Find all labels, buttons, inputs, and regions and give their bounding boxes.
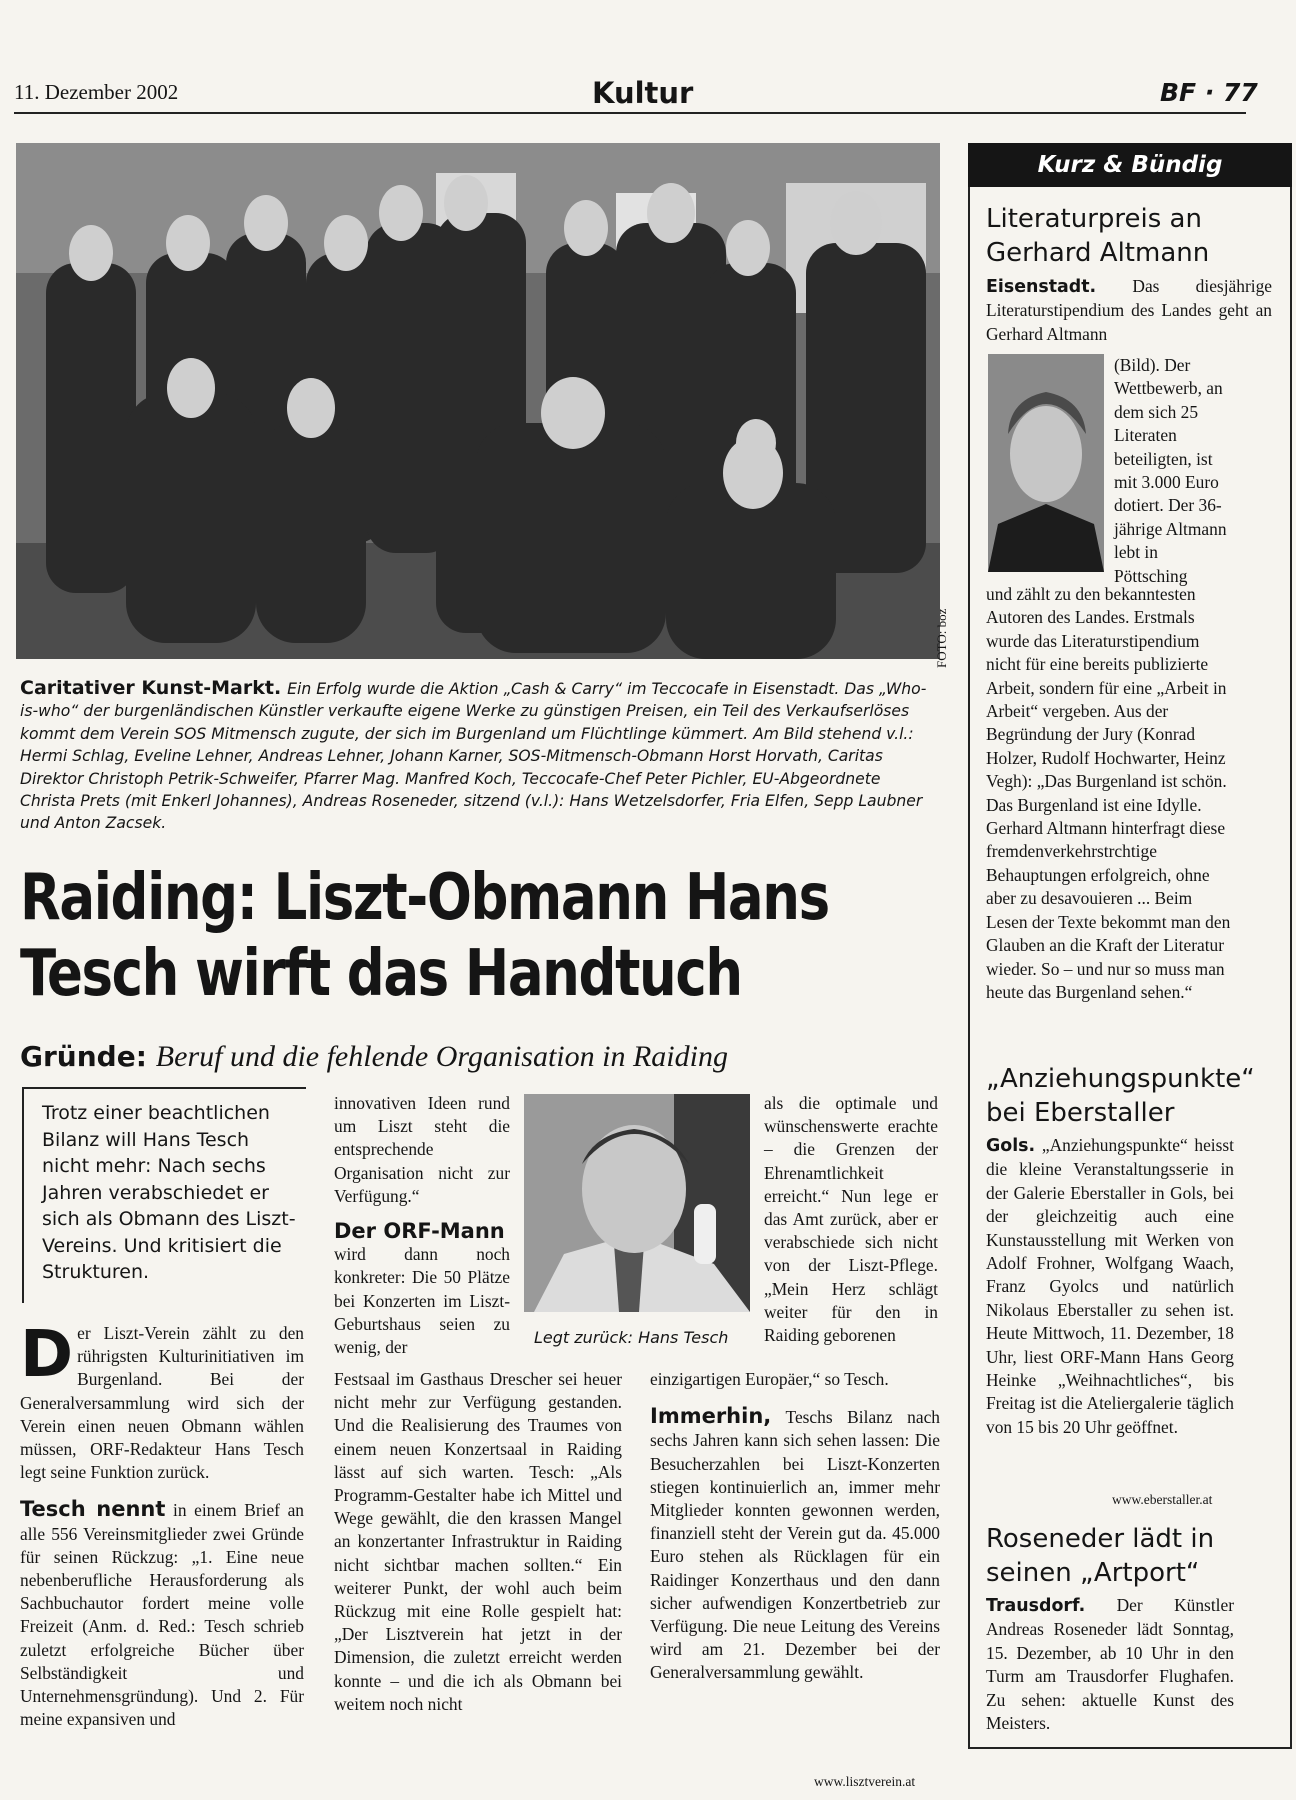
sidebar-item1-lead: Eisenstadt. [986,277,1097,297]
photo-credit: FOTO: boz [934,608,949,668]
sidebar-item3-text: Der Künstler Andreas Roseneder lädt Sonntag, 15. Dezember, ab 10 Uhr in den Turm am Trausdorfer Flughafen. Zu sehen: aktuelle Kunst des Meisters. [986,1595,1234,1734]
sidebar-header: Kurz & Bündig [968,143,1292,187]
subheadline-text: Beruf und die fehlende Organisation in Raiding [155,1040,728,1073]
sidebar-item1-intro [986,275,1272,346]
col2-subheading: Der ORF-Mann [334,1219,505,1244]
headline [20,860,876,1012]
sidebar-item1-title: Literaturpreis an Gerhard Altmann [986,204,1210,268]
article-column-2 [334,1092,510,1359]
article-column-1 [20,1318,304,1731]
group-photo [16,143,940,659]
sidebar-item1-text-b: (Bild). Der Wettbewerb, an dem sich 25 Literaten beteiligten, ist mit 3.000 Euro dotiert. Der 36-jährige Altmann lebt in Pöttsching [1114,355,1227,586]
sidebar-item2-url: www.eberstaller.at [1112,1492,1213,1507]
article-column-2-lower [334,1368,622,1716]
portrait-caption: Legt zurück: Hans Tesch [534,1328,729,1347]
sidebar-item1-text-c: und zählt zu den bekanntesten Autoren des Landes. Erstmals wurde das Literaturstipendium nicht für eine bereits publizierte Arbeit, sondern für eine „Arbeit in Arbeit“ vergeben. Aus der Begründung der Jury (Konrad Holzer, Rudolf Hochwarter, Heinz Vegh): „Das Burgenland ist schön. Das Burgenland ist eine Idylle. Gerhard Altmann hinterfragt diese fremdenverkehrstrchtige Behauptungen erfolgreich, ohne aber zu desavouieren ... Beim Lesen der Texte bekommt man den Glauben an die Kraft der Literatur wieder. So – und nur so muss man heute das Burgenland sehen.“ [986,584,1231,1002]
col3-paragraph-3: Teschs Bilanz nach sechs Jahren kann sich sehen lassen: Die Besucherzahlen bei Liszt-Konzerten stiegen kontinuierlich an, immer mehr Mitglieder konnten gewonnen werden, finanziell steht der Verein gut da. 45.000 Euro stehen als Rücklagen für ein Raidinger Konzerthaus und den dann sicher aufwendigen Konzertbetrieb zur Verfügung. Die neue Leitung des Vereins wird am 21. Dezember bei der Generalversammlung gewählt. [650,1407,940,1683]
photo-caption [20,677,940,835]
col3-paragraph-2: einzigartigen Europäer,“ so Tesch. [650,1369,889,1389]
dropcap: D [20,1318,74,1392]
sidebar-item1-text-a: Das diesjährige Literaturstipendium des Landes geht an Gerhard Altmann [986,276,1272,344]
caption-lead: Caritativer Kunst-Markt. [20,677,282,699]
headline-line-1: Raiding: Liszt-Obmann Hans [20,861,829,935]
col2-paragraph-1: innovativen Ideen rund um Liszt steht die entsprechende Organisation nicht zur Verfügung.“ [334,1093,510,1206]
headline-line-2: Tesch wirft das Handtuch [20,937,742,1011]
sidebar-item2-title: „Anziehungspunkte“ bei Eberstaller [986,1064,1255,1128]
sidebar-item3-body [986,1594,1234,1735]
intro-text: Trotz einer beachtlichen Bilanz will Hans Tesch nicht mehr: Nach sechs Jahren verabschiedet er sich als Obmann des Liszt-Vereins. Und kritisiert die Strukturen. [42,1102,296,1283]
header-rule [14,112,1246,114]
article-column-3-lower [650,1368,940,1685]
col2-paragraph-3: Festsaal im Gasthaus Drescher sei heuer nicht mehr zur Verfügung gestanden. Und die Realisierung des Traumes von einem neuen Konzertsaal in Raiding lässt auf sich warten. Tesch: „Als Programm-Gestalter habe ich Mittel und Wege gewählt, die den krassen Mangel an konzertanter Infrastruktur in Raiding nicht sichtbar machen sollten.“ Ein weiterer Punkt, der wohl auch beim Rückzug mit eine Rolle gespielt hat: „Der Lisztverein hat jetzt in der Dimension, die zuletzt erreicht werden konnte – und die ich als Obmann bei weitem noch nicht [334,1369,622,1714]
col1-paragraph-2: in einem Brief an alle 556 Vereinsmitglieder zwei Gründe für seinen Rückzug: „1. Eine neue nebenberufliche Herausforderung als Sachbuchautor fordert meine volle Freizeit (Anm. d. Red.: Tesch schrieb zuletzt erfolgreiche Bücher über Selbständigkeit und Unternehmensgründung). Und 2. Für meine expansiven und [20,1500,304,1730]
col3-subheading: Immerhin, [650,1404,772,1429]
sidebar-item3-lead: Trausdorf. [986,1596,1086,1616]
col3-paragraph-1: als die optimale und wünschenswerte erachte – die Grenzen der Ehrenamtlichkeit erreicht.“ Nun lege er das Amt zurück, aber er verabschiede sich nicht von der Liszt-Pflege. „Mein Herz schlägt weiter für den in Raiding geborenen [764,1093,938,1346]
article-url: www.lisztverein.at [814,1774,916,1789]
col2-paragraph-2: wird dann noch konkreter: Die 50 Plätze bei Konzerten im Liszt-Geburtshaus seien zu wenig, der [334,1244,510,1358]
section-title: Kultur [592,76,694,110]
caption-text: Ein Erfolg wurde die Aktion „Cash & Carry“ im Teccocafe in Eisenstadt. Das „Who-is-who“ der burgenländischen Künstler verkaufte eigene Werke zu günstigen Preisen, ein Teil des Verkaufserlöses kommt dem Verein SOS Mitmensch zugute, der sich im Burgenland um Flüchtlinge kümmert. Am Bild stehend v.l.: Hermi Schlag, Eveline Lehner, Andreas Lehner, Johann Karner, SOS-Mitmensch-Obmann Horst Horvath, Caritas Direktor Christoph Petrik-Schweifer, Pfarrer Mag. Manfred Koch, Teccocafe-Chef Peter Pichler, EU-Abgeordnete Christa Prets (mit Enkerl Johannes), Andreas Roseneder, sitzend (v.l.): Hans Wetzelsdorfer, Fria Elfen, Sepp Laubner und Anton Zacsek. [20,680,927,833]
subheadline [20,1040,950,1074]
article-column-3 [764,1092,938,1347]
issue-date: 11. Dezember 2002 [14,80,179,104]
sidebar-item2-lead: Gols. [986,1136,1036,1156]
col1-paragraph-1: er Liszt-Verein zählt zu den rührigsten Kulturinitiativen im Burgenland. Bei der Generalversammlung wird sich der Verein einen neuen Obmann wählen müssen, ORF-Redakteur Hans Tesch legt seine Funktion zurück. [20,1323,304,1483]
subheadline-lead: Gründe: [20,1040,147,1073]
portrait-gerhard-altmann [988,354,1104,572]
sidebar-item3-title: Roseneder lädt in seinen „Artport“ [986,1524,1215,1588]
portrait-hans-tesch [524,1094,750,1312]
page-number: BF · 77 [1160,78,1258,107]
col1-subheading: Tesch nennt [20,1497,166,1522]
sidebar-item2-text: „Anziehungspunkte“ heisst die kleine Veranstaltungsserie in der Galerie Eberstaller in Gols, bei der gleichzeitig auch eine Kunstausstellung mit Werken von Adolf Frohner, Wolfgang Waach, Franz Gyolcs und natürlich Nikolaus Eberstaller zu sehen ist. Heute Mittwoch, 11. Dezember, 18 Uhr, liest ORF-Mann Hans Georg Heinke „Weihnachtliches“, bis Freitag ist die Ateliergalerie täglich von 15 bis 20 Uhr geöffnet. [986,1135,1234,1437]
sidebar-item2-body [986,1134,1234,1439]
